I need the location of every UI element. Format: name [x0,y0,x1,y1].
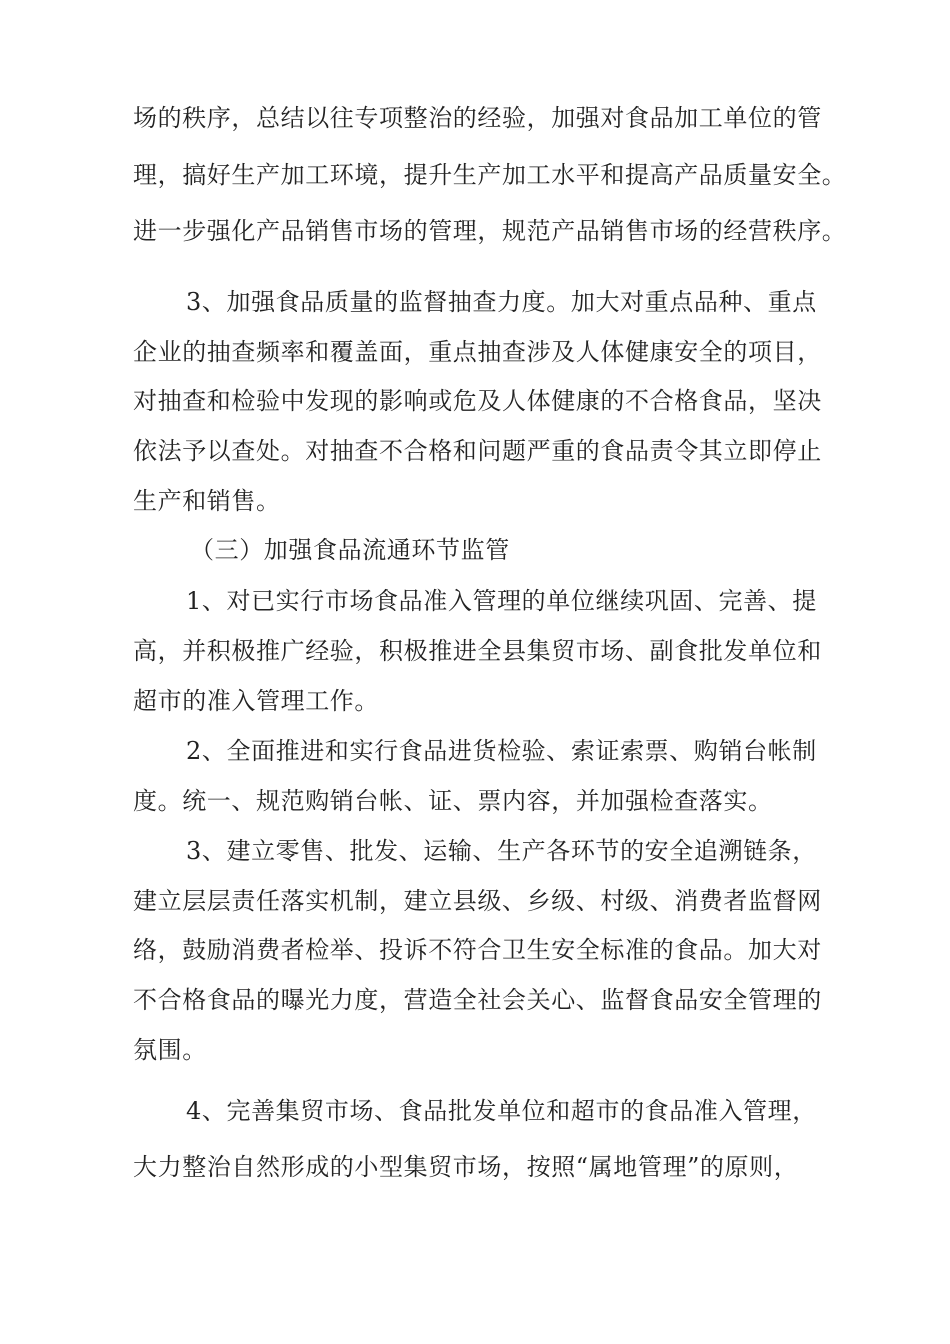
text-line: 理，搞好生产加工环境，提升生产加工水平和提高产品质量安全。 [133,161,847,189]
section-heading: （三）加强食品流通环节监管 [190,536,510,564]
text-line: 络，鼓励消费者检举、投诉不符合卫生安全标准的食品。加大对 [133,936,822,964]
text-line: 对抽查和检验中发现的影响或危及人体健康的不合格食品，坚决 [133,387,822,415]
text-line: 大力整治自然形成的小型集贸市场，按照“属地管理”的原则， [133,1153,799,1181]
text-line: 依法予以查处。对抽查不合格和问题严重的食品责令其立即停止 [133,437,822,465]
text-line: 高，并积极推广经验，积极推进全县集贸市场、副食批发单位和 [133,637,822,665]
text-line: 2、全面推进和实行食品进货检验、索证索票、购销台帐制 [186,737,817,765]
text-line: 不合格食品的曝光力度，营造全社会关心、监督食品安全管理的 [133,986,822,1014]
text-line: 度。统一、规范购销台帐、证、票内容，并加强检查落实。 [133,787,773,815]
text-line: 3、加强食品质量的监督抽查力度。加大对重点品种、重点 [186,288,817,316]
text-line: 进一步强化产品销售市场的管理，规范产品销售市场的经营秩序。 [133,217,847,245]
text-line: 企业的抽查频率和覆盖面，重点抽查涉及人体健康安全的项目， [133,338,822,366]
text-line: 超市的准入管理工作。 [133,687,379,715]
text-line: 3、建立零售、批发、运输、生产各环节的安全追溯链条， [186,837,817,865]
text-line: 1、对已实行市场食品准入管理的单位继续巩固、完善、提 [186,587,817,615]
text-line: 生产和销售。 [133,487,281,515]
text-line: 建立层层责任落实机制，建立县级、乡级、村级、消费者监督网 [133,887,822,915]
text-line: 4、完善集贸市场、食品批发单位和超市的食品准入管理， [186,1097,817,1125]
text-line: 场的秩序，总结以往专项整治的经验，加强对食品加工单位的管 [133,104,822,132]
text-line: 氛围。 [133,1036,207,1064]
